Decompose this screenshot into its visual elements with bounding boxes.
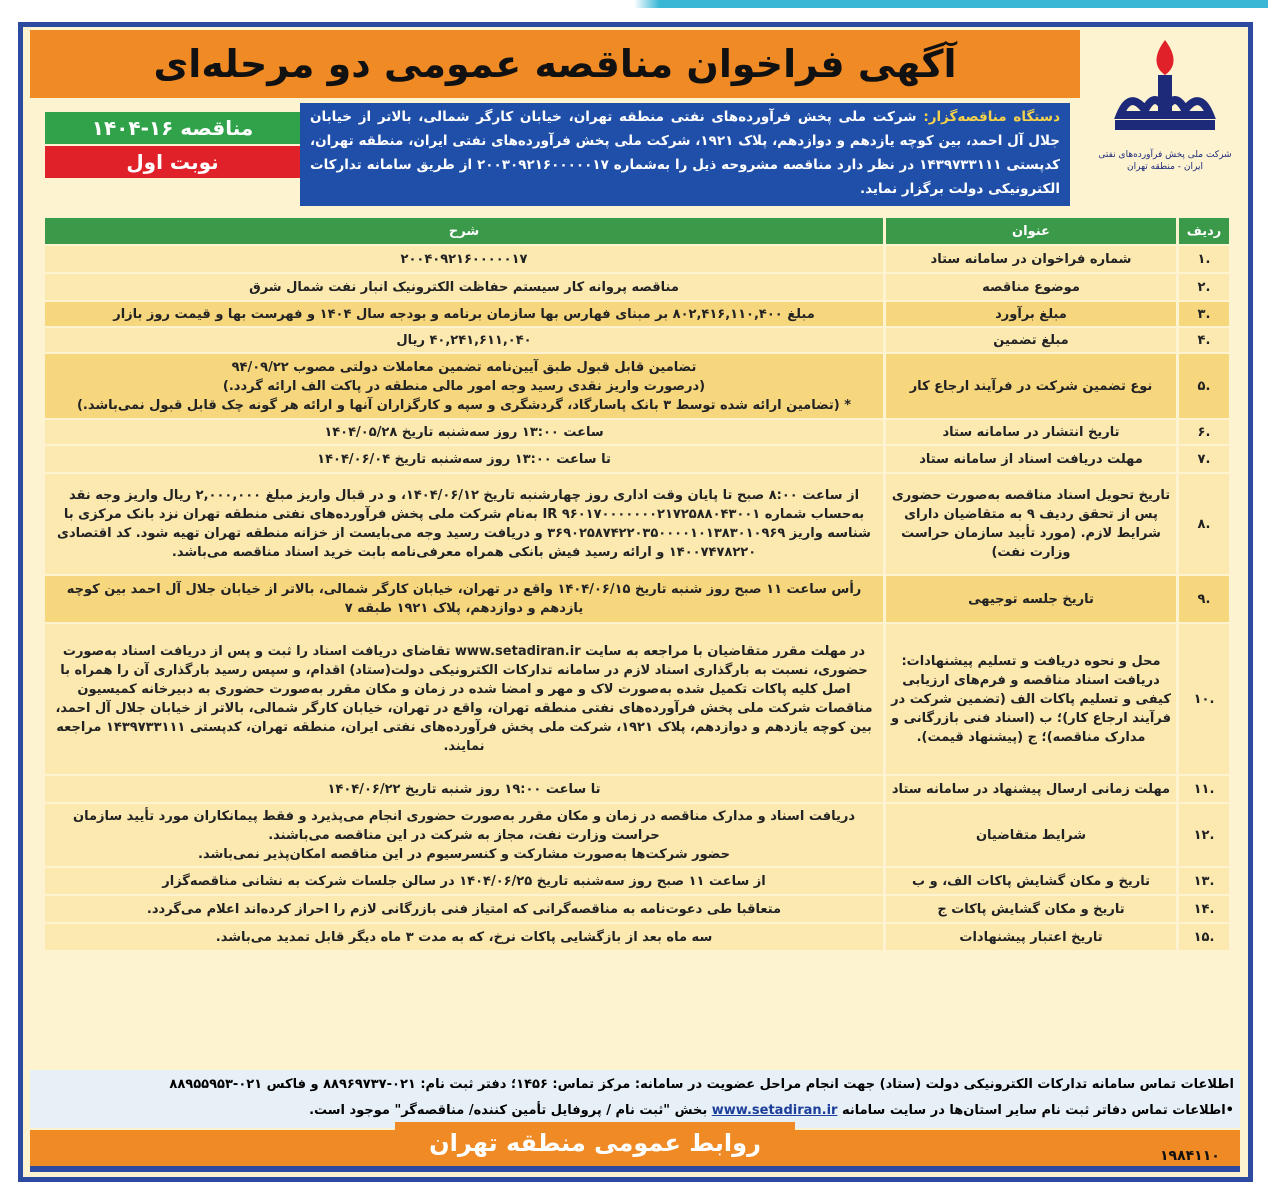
row-description: ساعت ۱۳:۰۰ روز سه‌شنبه تاریخ ۱۴۰۴/۰۵/۲۸: [45, 420, 883, 444]
row-number: .۱۴: [1179, 896, 1229, 922]
row-description: در مهلت مقرر متقاضیان با مراجعه به سایت www.setadiran.ir تقاضای دریافت اسناد را ثبت و پس از دریافت اسناد به‌صورت حضوری، نسبت به بارگذاری اسناد لازم در سامانه تدارکات الکترونیکی دولت(ستاد) اقدام، و سپس رسید بارگذاری آن را همراه با اصل کلیه پاکات تکمیل شده به‌صورت لاک و مهر و امضا شده در زمان و مکان مقرر به‌صورت حضوری به دبیرخانه کمیسیون مناقصات شرکت ملی پخش فرآورده‌های نفتی منطقه تهران، واقع در تهران، خیابان کارگر شمالی، بالاتر از خیابان جلال آل احمد، بین کوچه یازدهم و دوازدهم، پلاک ۱۹۲۱، شرکت ملی پخش فرآورده‌های نفتی ایران، منطقه تهران، کدپستی ۱۴۳۹۷۳۳۱۱۱ مراجعه نمایند.: [45, 624, 883, 774]
row-description: مناقصه پروانه کار سیستم حفاظت الکترونیک انبار نفت شمال شرق: [45, 274, 883, 300]
table-row: [45, 274, 1229, 300]
row-number: .۵: [1179, 354, 1229, 418]
row-description: از ساعت ۸:۰۰ صبح تا پایان وقت اداری روز چهارشنبه تاریخ ۱۴۰۴/۰۶/۱۲، و در قبال واریز مبلغ ۲,۰۰۰,۰۰۰ ریال واریز وجه نقد به‌حساب شماره IR ۹۶۰۱۷۰۰۰۰۰۰۰۲۱۷۲۵۸۸۰۴۳۰۰۱ به‌نام شرکت ملی پخش فرآورده‌های نفتی منطقه تهران نزد بانک مرکزی با شناسه واریز ۳۶۹۰۲۵۸۷۴۲۲۰۳۵۰۰۰۰۱۰۱۳۸۳۰۱۰۹۶۹ و دریافت رسید وجه می‌بایست از خزانه منطقه تهران تهیه شود. کد اقتصادی ۱۴۰۰۷۴۷۸۲۲۰ و ارائه رسید فیش بانکی همراه معرفی‌نامه بابت خرید اسناد مناقصه می‌باشد.: [45, 474, 883, 574]
header-title: عنوان: [886, 218, 1176, 244]
row-description: رأس ساعت ۱۱ صبح روز شنبه تاریخ ۱۴۰۴/۰۶/۱۵ واقع در تهران، خیابان کارگر شمالی، بالاتر از خیابان جلال آل احمد بین کوچه یازدهم و دوازدهم، پلاک ۱۹۲۱ طبقه ۷: [45, 576, 883, 622]
row-description: تا ساعت ۱۹:۰۰ روز شنبه تاریخ ۱۴۰۴/۰۶/۲۲: [45, 776, 883, 802]
row-title: مهلت زمانی ارسال پیشنهاد در سامانه ستاد: [886, 776, 1176, 802]
row-title: شماره فراخوان در سامانه ستاد: [886, 246, 1176, 272]
row-number: .۱۵: [1179, 924, 1229, 950]
row-number: .۷: [1179, 446, 1229, 472]
row-title: محل و نحوه دریافت و تسلیم پیشنهادات: دریافت اسناد مناقصه و فرم‌های ارزیابی کیفی و تسلیم پاکات الف (تضمین شرکت در فرآیند ارجاع کار)؛ ب (اسناد فنی بازرگانی و مدارک مناقصه)؛ ج (پیشنهاد قیمت).: [886, 624, 1176, 774]
row-title: تاریخ جلسه توجیهی: [886, 576, 1176, 622]
logo-text: شرکت ملی پخش فرآورده‌های نفتی ایران - منطقه تهران: [1098, 150, 1232, 172]
row-number: .۸: [1179, 474, 1229, 574]
row-description: تضامین قابل قبول طبق آیین‌نامه تضمین معاملات دولتی مصوب ۹۴/۰۹/۲۲ (درصورت واریز نقدی رسید وجه امور مالی منطقه در پاکت الف ارائه گردد.) * (تضامین ارائه شده توسط ۳ بانک پاسارگاد، گردشگری و سپه و کارگزاران آنها و ارائه هر گونه چک قابل قبول نمی‌باشد.): [45, 354, 883, 418]
tender-details-table: [42, 216, 1232, 952]
contact-line-2: [36, 1098, 1234, 1124]
row-title: تاریخ و مکان گشایش پاکات الف، و ب: [886, 868, 1176, 894]
ad-title: آگهی فراخوان مناقصه عمومی دو مرحله‌ای: [153, 42, 957, 86]
row-number: .۱۳: [1179, 868, 1229, 894]
row-description: ۴۰,۲۴۱,۶۱۱,۰۴۰ ریال: [45, 328, 883, 352]
header-description: شرح: [45, 218, 883, 244]
row-number: .۹: [1179, 576, 1229, 622]
row-number: .۲: [1179, 274, 1229, 300]
row-title: تاریخ اعتبار پیشنهادات: [886, 924, 1176, 950]
table-row: [45, 302, 1229, 326]
table-row: [45, 354, 1229, 418]
row-description: دریافت اسناد و مدارک مناقصه در زمان و مکان مقرر به‌صورت حضوری انجام می‌پذیرد و فقط پیمانکاران مورد تأیید سازمان حراست وزارت نفت، مجاز به شرکت در این مناقصه می‌باشند. حضور شرکت‌ها به‌صورت مشارکت و کنسرسیوم در این مناقصه امکان‌پذیر نمی‌باشد.: [45, 804, 883, 866]
table-row: [45, 804, 1229, 866]
row-number: .۱: [1179, 246, 1229, 272]
contact-line-1: اطلاعات تماس سامانه تدارکات الکترونیکی دولت (ستاد) جهت انجام مراحل عضویت در سامانه: مرکز تماس: ۱۴۵۶؛ دفتر ثبت نام: ۰۲۱-۸۸۹۶۹۷۳۷ و فاکس ۰۲۱-۸۸۹۵۵۹۵۳: [169, 1077, 1234, 1092]
row-title: نوع تضمین شرکت در فرآیند ارجاع کار: [886, 354, 1176, 418]
table-row: [45, 868, 1229, 894]
table-row: [45, 474, 1229, 574]
table-row: [45, 896, 1229, 922]
tender-number-badge: مناقصه ۱۶-۱۴۰۴: [45, 112, 300, 144]
row-description: ۲۰۰۴۰۹۲۱۶۰۰۰۰۰۱۷: [45, 246, 883, 272]
ad-code: ۱۹۸۴۱۱۰: [1160, 1148, 1220, 1164]
row-title: مهلت دریافت اسناد از سامانه ستاد: [886, 446, 1176, 472]
row-title: تاریخ تحویل اسناد مناقصه به‌صورت حضوری پس از تحقق ردیف ۹ به متقاضیان دارای شرایط لازم. (مورد تأیید سازمان حراست وزارت نفت): [886, 474, 1176, 574]
company-logo: [1090, 35, 1240, 205]
table-row: [45, 246, 1229, 272]
table-row: [45, 576, 1229, 622]
header-row-number: ردیف: [1179, 218, 1229, 244]
table-row: [45, 776, 1229, 802]
contact-line-2-end: بخش "ثبت نام / پروفایل تأمین کننده/ مناقصه‌گر" موجود است.: [309, 1103, 708, 1118]
organizer-label: دستگاه مناقصه‌گزار:: [923, 109, 1061, 125]
row-title: تاریخ انتشار در سامانه ستاد: [886, 420, 1176, 444]
table-row: [45, 446, 1229, 472]
row-number: .۶: [1179, 420, 1229, 444]
row-number: .۴: [1179, 328, 1229, 352]
row-description: متعاقبا طی دعوت‌نامه به مناقصه‌گرانی که امتیاز فنی بازرگانی لازم را احراز کرده‌اند اعلام می‌گردد.: [45, 896, 883, 922]
round-badge: نوبت اول: [45, 146, 300, 178]
table-row: [45, 924, 1229, 950]
row-title: شرایط متقاضیان: [886, 804, 1176, 866]
table-row: [45, 328, 1229, 352]
organizer-text: شرکت ملی پخش فرآورده‌های نفتی منطقه تهران، خیابان کارگر شمالی، بالاتر از خیابان جلال آل احمد، بین کوچه یازدهم و دوازدهم، پلاک ۱۹۲۱، شرکت ملی پخش فرآورده‌های نفتی ایران، منطقه تهران، کدپستی ۱۴۳۹۷۳۳۱۱۱ در نظر دارد مناقصه مشروحه ذیل را به‌شماره ۲۰۰۳۰۹۲۱۶۰۰۰۰۰۱۷ از طریق سامانه تدارکات الکترونیکی دولت برگزار نماید.: [310, 109, 1061, 197]
row-number: .۱۰: [1179, 624, 1229, 774]
row-number: .۳: [1179, 302, 1229, 326]
row-description: از ساعت ۱۱ صبح روز سه‌شنبه تاریخ ۱۴۰۴/۰۶/۲۵ در سالن جلسات شرکت به نشانی مناقصه‌گزار: [45, 868, 883, 894]
row-title: مبلغ تضمین: [886, 328, 1176, 352]
flame-logo-icon: [1110, 35, 1220, 145]
table-row: [45, 420, 1229, 444]
row-description: تا ساعت ۱۳:۰۰ روز سه‌شنبه تاریخ ۱۴۰۴/۰۶/۰۴: [45, 446, 883, 472]
setadiran-link[interactable]: www.setadiran.ir: [711, 1103, 838, 1118]
row-number: .۱۲: [1179, 804, 1229, 866]
table-row: [45, 624, 1229, 774]
row-number: .۱۱: [1179, 776, 1229, 802]
row-title: تاریخ و مکان گشایش پاکات ج: [886, 896, 1176, 922]
row-title: موضوع مناقصه: [886, 274, 1176, 300]
top-strip: [0, 0, 1268, 8]
tender-organizer-info: [300, 103, 1070, 206]
title-band: [30, 30, 1080, 98]
row-description: سه ماه بعد از بازگشایی پاکات نرخ، که به مدت ۳ ماه دیگر قابل تمدید می‌باشد.: [45, 924, 883, 950]
public-relations-label: روابط عمومی منطقه تهران: [395, 1122, 795, 1164]
contact-line-2-text: •اطلاعات تماس دفاتر ثبت نام سایر استان‌ها در سایت سامانه: [841, 1103, 1234, 1118]
row-description: مبلغ ۸۰۲,۴۱۶,۱۱۰,۴۰۰ بر مبنای فهارس بها سازمان برنامه و بودجه سال ۱۴۰۴ و فهرست بها و قیمت روز بازار: [45, 302, 883, 326]
row-title: مبلغ برآورد: [886, 302, 1176, 326]
contact-info: [30, 1070, 1240, 1128]
